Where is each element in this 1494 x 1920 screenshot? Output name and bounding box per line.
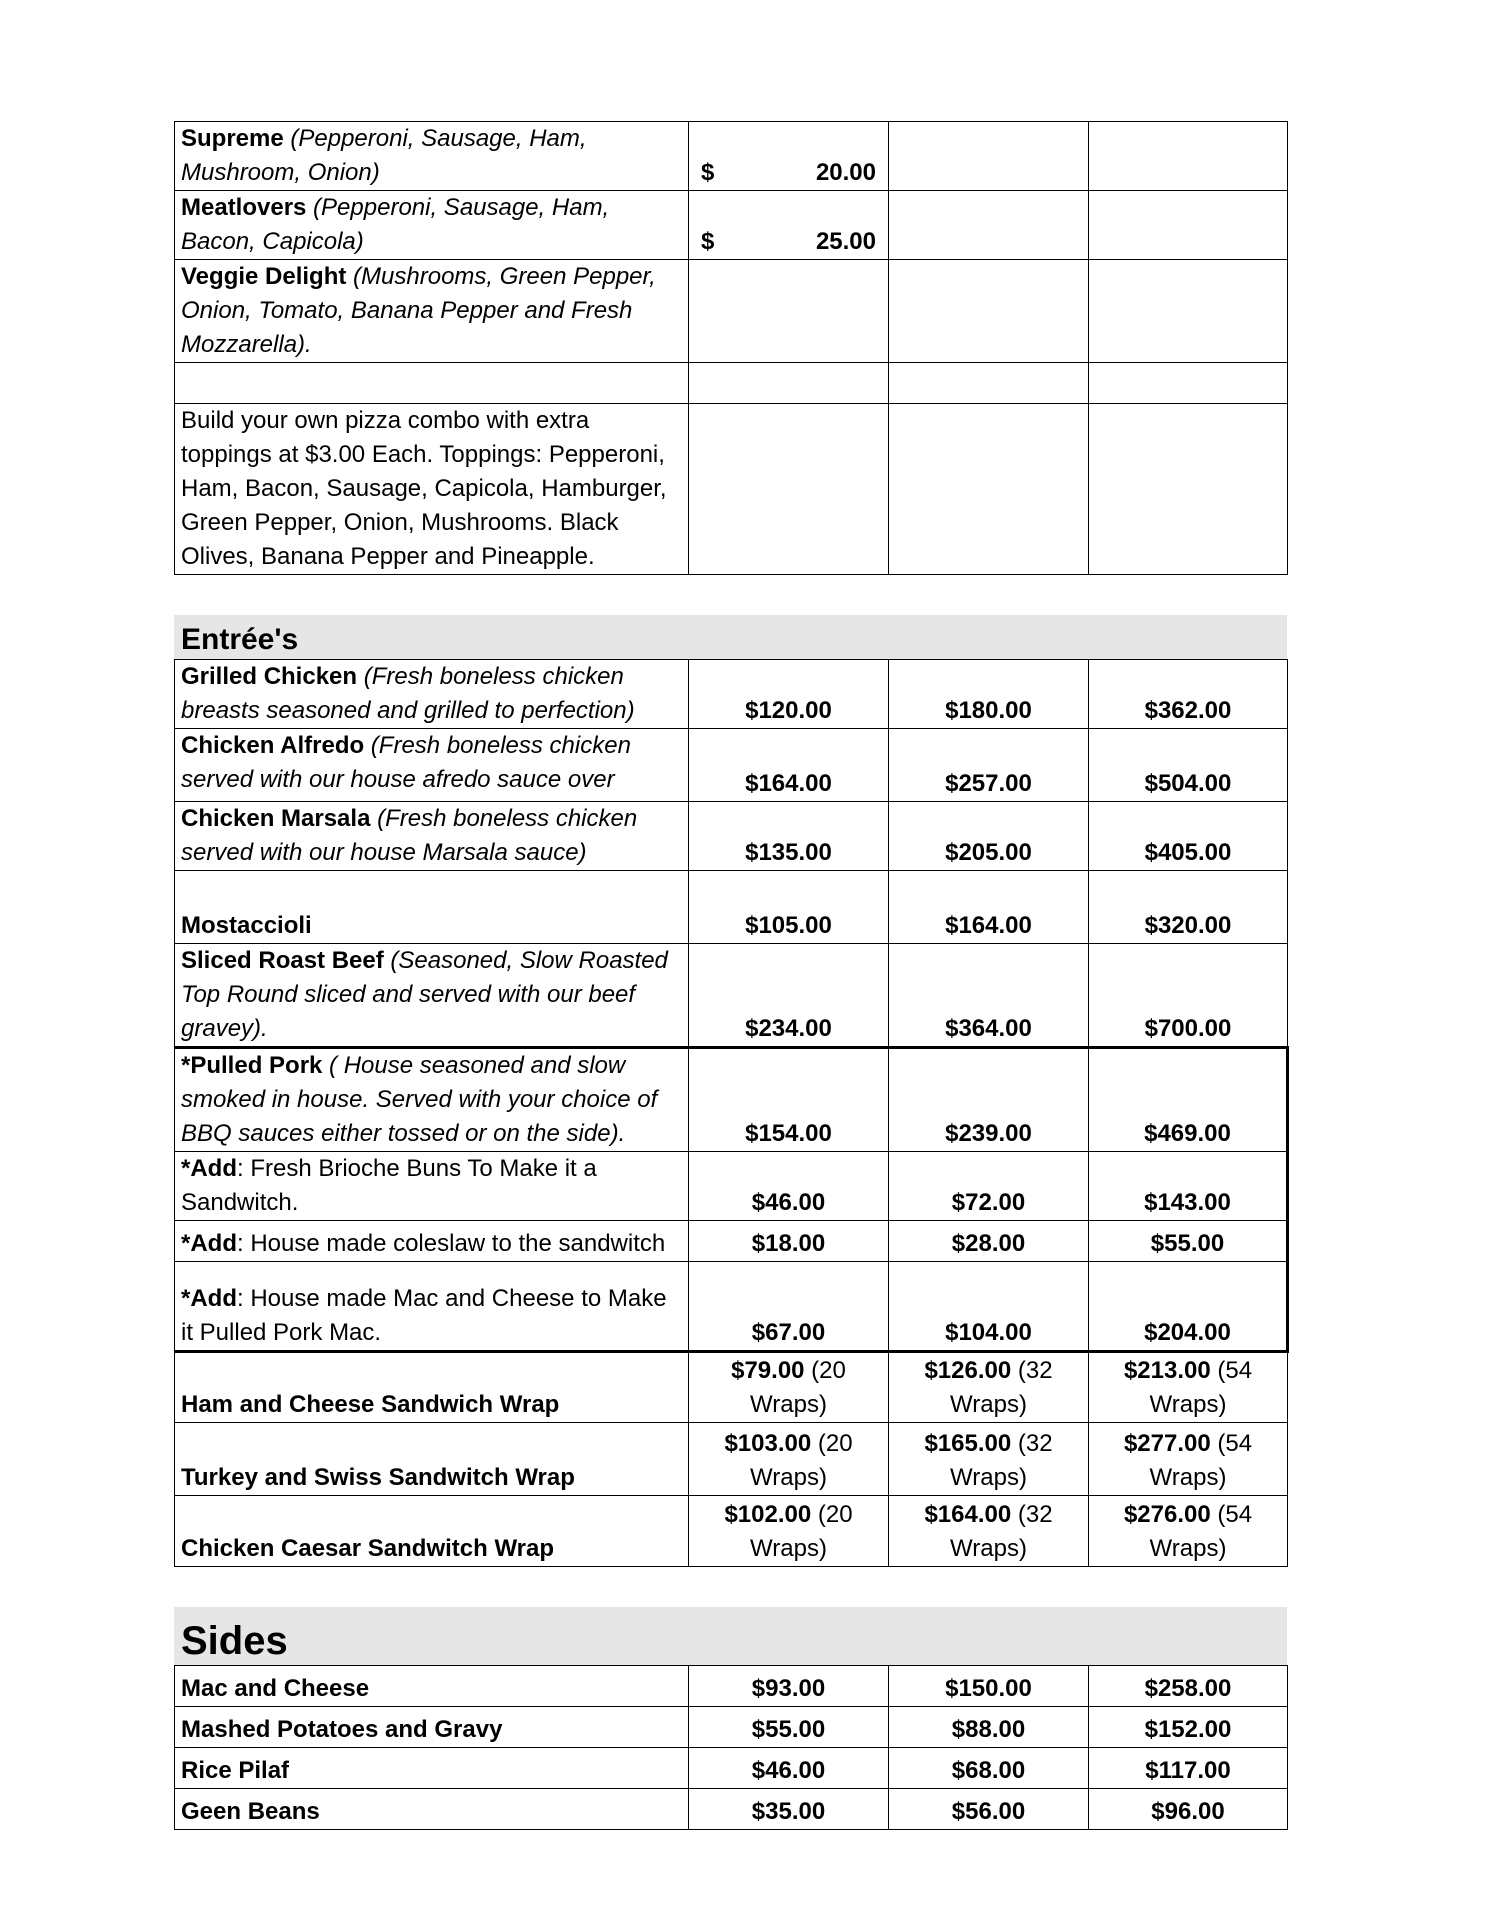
table-row <box>175 1423 1288 1496</box>
sides-table <box>174 1665 1288 1830</box>
item-name: *Pulled Pork <box>181 1052 323 1079</box>
price-cell <box>689 1496 889 1567</box>
entrees-table <box>174 659 1289 1567</box>
price-cell: $469.00 <box>1089 1048 1288 1152</box>
item-name: *Add <box>181 1155 237 1182</box>
price-cell: $164.00 <box>889 871 1089 944</box>
price-cell: $180.00 <box>889 660 1089 729</box>
price-amount: $213.00 <box>1123 1357 1211 1384</box>
price-cell: $93.00 <box>689 1666 889 1707</box>
price-amount: 25.00 <box>815 228 876 255</box>
item-description: (Fresh boneless chicken served with our house Marsala sauce) <box>181 805 638 866</box>
table-row <box>175 1748 1288 1789</box>
table-row <box>175 1048 1288 1152</box>
price-cell: $405.00 <box>1089 802 1288 871</box>
price-cell: $88.00 <box>889 1707 1089 1748</box>
item-description: (Pepperoni, Sausage, Ham, Mushroom, Onion) <box>181 125 587 186</box>
price-cell: $72.00 <box>889 1152 1089 1221</box>
price-cell: $46.00 <box>689 1152 889 1221</box>
price-cell: $96.00 <box>1089 1789 1288 1830</box>
price-amount: $103.00 <box>724 1430 812 1457</box>
wrap-count: (20 Wraps) <box>750 1501 853 1562</box>
item-cell <box>175 660 689 729</box>
price-cell: $364.00 <box>889 944 1089 1048</box>
item-cell <box>175 1048 689 1152</box>
table-row <box>175 1666 1288 1707</box>
price-cell: $504.00 <box>1089 729 1288 802</box>
item-name: Chicken Marsala <box>181 805 371 832</box>
table-row <box>175 1352 1288 1423</box>
item-description: (Seasoned, Slow Roasted Top Round sliced and served with our beef gravey). <box>181 947 668 1042</box>
menu-page <box>174 121 1287 1830</box>
empty-cell <box>889 191 1089 260</box>
empty-cell <box>175 363 689 404</box>
item-cell <box>175 871 689 944</box>
empty-cell <box>889 260 1089 363</box>
price-cell: $105.00 <box>689 871 889 944</box>
table-row <box>175 260 1288 363</box>
table-row <box>175 944 1288 1048</box>
wrap-count: (54 Wraps) <box>1149 1430 1253 1491</box>
item-cell <box>175 944 689 1048</box>
price-cell <box>889 1496 1089 1567</box>
price-cell: $700.00 <box>1089 944 1288 1048</box>
price-cell: $362.00 <box>1089 660 1288 729</box>
price-amount: $276.00 <box>1123 1501 1211 1528</box>
price-cell: $152.00 <box>1089 1707 1288 1748</box>
table-row <box>175 404 1288 575</box>
item-name: *Add <box>181 1230 237 1257</box>
item-name: Mostaccioli <box>181 912 312 939</box>
item-description: (Pepperoni, Sausage, Ham, Bacon, Capicola) <box>181 194 610 255</box>
price-cell: $117.00 <box>1089 1748 1288 1789</box>
price-amount: $79.00 <box>731 1357 805 1384</box>
item-description: (Fresh boneless chicken served with our house afredo sauce over <box>181 732 631 793</box>
table-row <box>175 729 1288 802</box>
price-amount: $126.00 <box>924 1357 1012 1384</box>
price-cell <box>1089 1423 1288 1496</box>
table-row <box>175 1789 1288 1830</box>
price-cell: $35.00 <box>689 1789 889 1830</box>
table-row <box>175 1221 1288 1262</box>
table-row <box>175 871 1288 944</box>
price-cell: $67.00 <box>689 1262 889 1352</box>
item-cell <box>175 1262 689 1352</box>
price-cell: $135.00 <box>689 802 889 871</box>
item-name: Grilled Chicken <box>181 663 358 690</box>
table-row <box>175 1707 1288 1748</box>
table-row <box>175 802 1288 871</box>
price-cell: $205.00 <box>889 802 1089 871</box>
build-your-own-cell <box>175 404 689 575</box>
wrap-count: (32 Wraps) <box>950 1501 1053 1562</box>
empty-cell <box>1089 191 1288 260</box>
item-cell <box>175 260 689 363</box>
price-cell <box>689 122 889 191</box>
wrap-count: (54 Wraps) <box>1149 1501 1253 1562</box>
item-cell <box>175 729 689 802</box>
item-description: : House made Mac and Cheese to Make it Pulled Pork Mac. <box>181 1285 667 1346</box>
item-description: (Fresh boneless chicken breasts seasoned and grilled to perfection) <box>181 663 635 724</box>
price-cell: $320.00 <box>1089 871 1288 944</box>
item-cell <box>175 122 689 191</box>
pizza-table <box>174 121 1288 575</box>
empty-cell <box>1089 122 1288 191</box>
currency-symbol: $ <box>701 159 715 186</box>
price-amount: 20.00 <box>815 159 876 186</box>
item-name: *Add <box>181 1285 237 1312</box>
item-cell: Turkey and Swiss Sandwitch Wrap <box>175 1423 689 1496</box>
price-amount: $277.00 <box>1123 1430 1211 1457</box>
price-cell <box>689 191 889 260</box>
wrap-count: (32 Wraps) <box>950 1430 1053 1491</box>
empty-cell <box>889 122 1089 191</box>
table-row <box>175 363 1288 404</box>
table-row <box>175 191 1288 260</box>
price-cell <box>689 1352 889 1423</box>
item-cell: Geen Beans <box>175 1789 689 1830</box>
empty-cell <box>689 260 889 363</box>
wrap-count: (20 Wraps) <box>750 1430 853 1491</box>
price-cell: $55.00 <box>1089 1221 1288 1262</box>
empty-cell <box>689 363 889 404</box>
price-cell <box>1089 1352 1288 1423</box>
table-row <box>175 1262 1288 1352</box>
item-name: Meatlovers <box>181 194 307 221</box>
price-cell: $18.00 <box>689 1221 889 1262</box>
item-cell <box>175 802 689 871</box>
currency-symbol: $ <box>701 228 715 255</box>
item-cell: Ham and Cheese Sandwich Wrap <box>175 1352 689 1423</box>
price-cell: $56.00 <box>889 1789 1089 1830</box>
item-cell: Rice Pilaf <box>175 1748 689 1789</box>
empty-cell <box>1089 260 1288 363</box>
empty-cell <box>889 363 1089 404</box>
price-amount: $165.00 <box>924 1430 1012 1457</box>
empty-cell <box>889 404 1089 575</box>
table-row <box>175 1496 1288 1567</box>
price-cell <box>1089 1496 1288 1567</box>
section-heading-entrees: Entrée's <box>174 615 1287 659</box>
table-row <box>175 1152 1288 1221</box>
price-cell <box>889 1352 1089 1423</box>
price-cell <box>889 1423 1089 1496</box>
empty-cell <box>1089 404 1288 575</box>
item-cell: Mac and Cheese <box>175 1666 689 1707</box>
wrap-count: (32 Wraps) <box>950 1357 1053 1418</box>
item-cell <box>175 191 689 260</box>
item-description: : Fresh Brioche Buns To Make it a Sandwitch. <box>181 1155 597 1216</box>
price-cell: $28.00 <box>889 1221 1089 1262</box>
price-cell: $68.00 <box>889 1748 1089 1789</box>
table-row <box>175 660 1288 729</box>
item-cell: Chicken Caesar Sandwitch Wrap <box>175 1496 689 1567</box>
price-amount: $102.00 <box>724 1501 812 1528</box>
price-cell: $258.00 <box>1089 1666 1288 1707</box>
price-cell: $104.00 <box>889 1262 1089 1352</box>
price-cell: $150.00 <box>889 1666 1089 1707</box>
price-amount: $164.00 <box>924 1501 1012 1528</box>
item-description: : House made coleslaw to the sandwitch <box>237 1230 666 1257</box>
price-cell <box>689 1423 889 1496</box>
table-row <box>175 122 1288 191</box>
item-name: Veggie Delight <box>181 263 347 290</box>
item-description: ( House seasoned and slow smoked in house. Served with your choice of BBQ sauces either tossed or on the side). <box>181 1052 658 1147</box>
price-cell: $154.00 <box>689 1048 889 1152</box>
item-name: Chicken Alfredo <box>181 732 365 759</box>
price-cell: $164.00 <box>689 729 889 802</box>
item-description: (Mushrooms, Green Pepper, Onion, Tomato, Banana Pepper and Fresh Mozzarella). <box>181 263 656 358</box>
item-name: Supreme <box>181 125 284 152</box>
price-cell: $55.00 <box>689 1707 889 1748</box>
price-cell: $143.00 <box>1089 1152 1288 1221</box>
build-your-own-text: Build your own pizza combo with extra toppings at $3.00 Each. Toppings: Pepperoni, Ham, Bacon, Sausage, Capicola, Hamburger, Green Pepper, Onion, Mushrooms. Black Olives, Banana Pepper and Pineapple. <box>181 407 667 570</box>
item-cell <box>175 1152 689 1221</box>
empty-cell <box>689 404 889 575</box>
wrap-count: (54 Wraps) <box>1149 1357 1253 1418</box>
price-cell: $257.00 <box>889 729 1089 802</box>
item-cell: Mashed Potatoes and Gravy <box>175 1707 689 1748</box>
price-cell: $46.00 <box>689 1748 889 1789</box>
price-cell: $234.00 <box>689 944 889 1048</box>
price-cell: $239.00 <box>889 1048 1089 1152</box>
item-name: Sliced Roast Beef <box>181 947 384 974</box>
price-cell: $204.00 <box>1089 1262 1288 1352</box>
item-cell <box>175 1221 689 1262</box>
price-cell: $120.00 <box>689 660 889 729</box>
empty-cell <box>1089 363 1288 404</box>
wrap-count: (20 Wraps) <box>750 1357 846 1418</box>
section-heading-sides: Sides <box>174 1607 1287 1665</box>
